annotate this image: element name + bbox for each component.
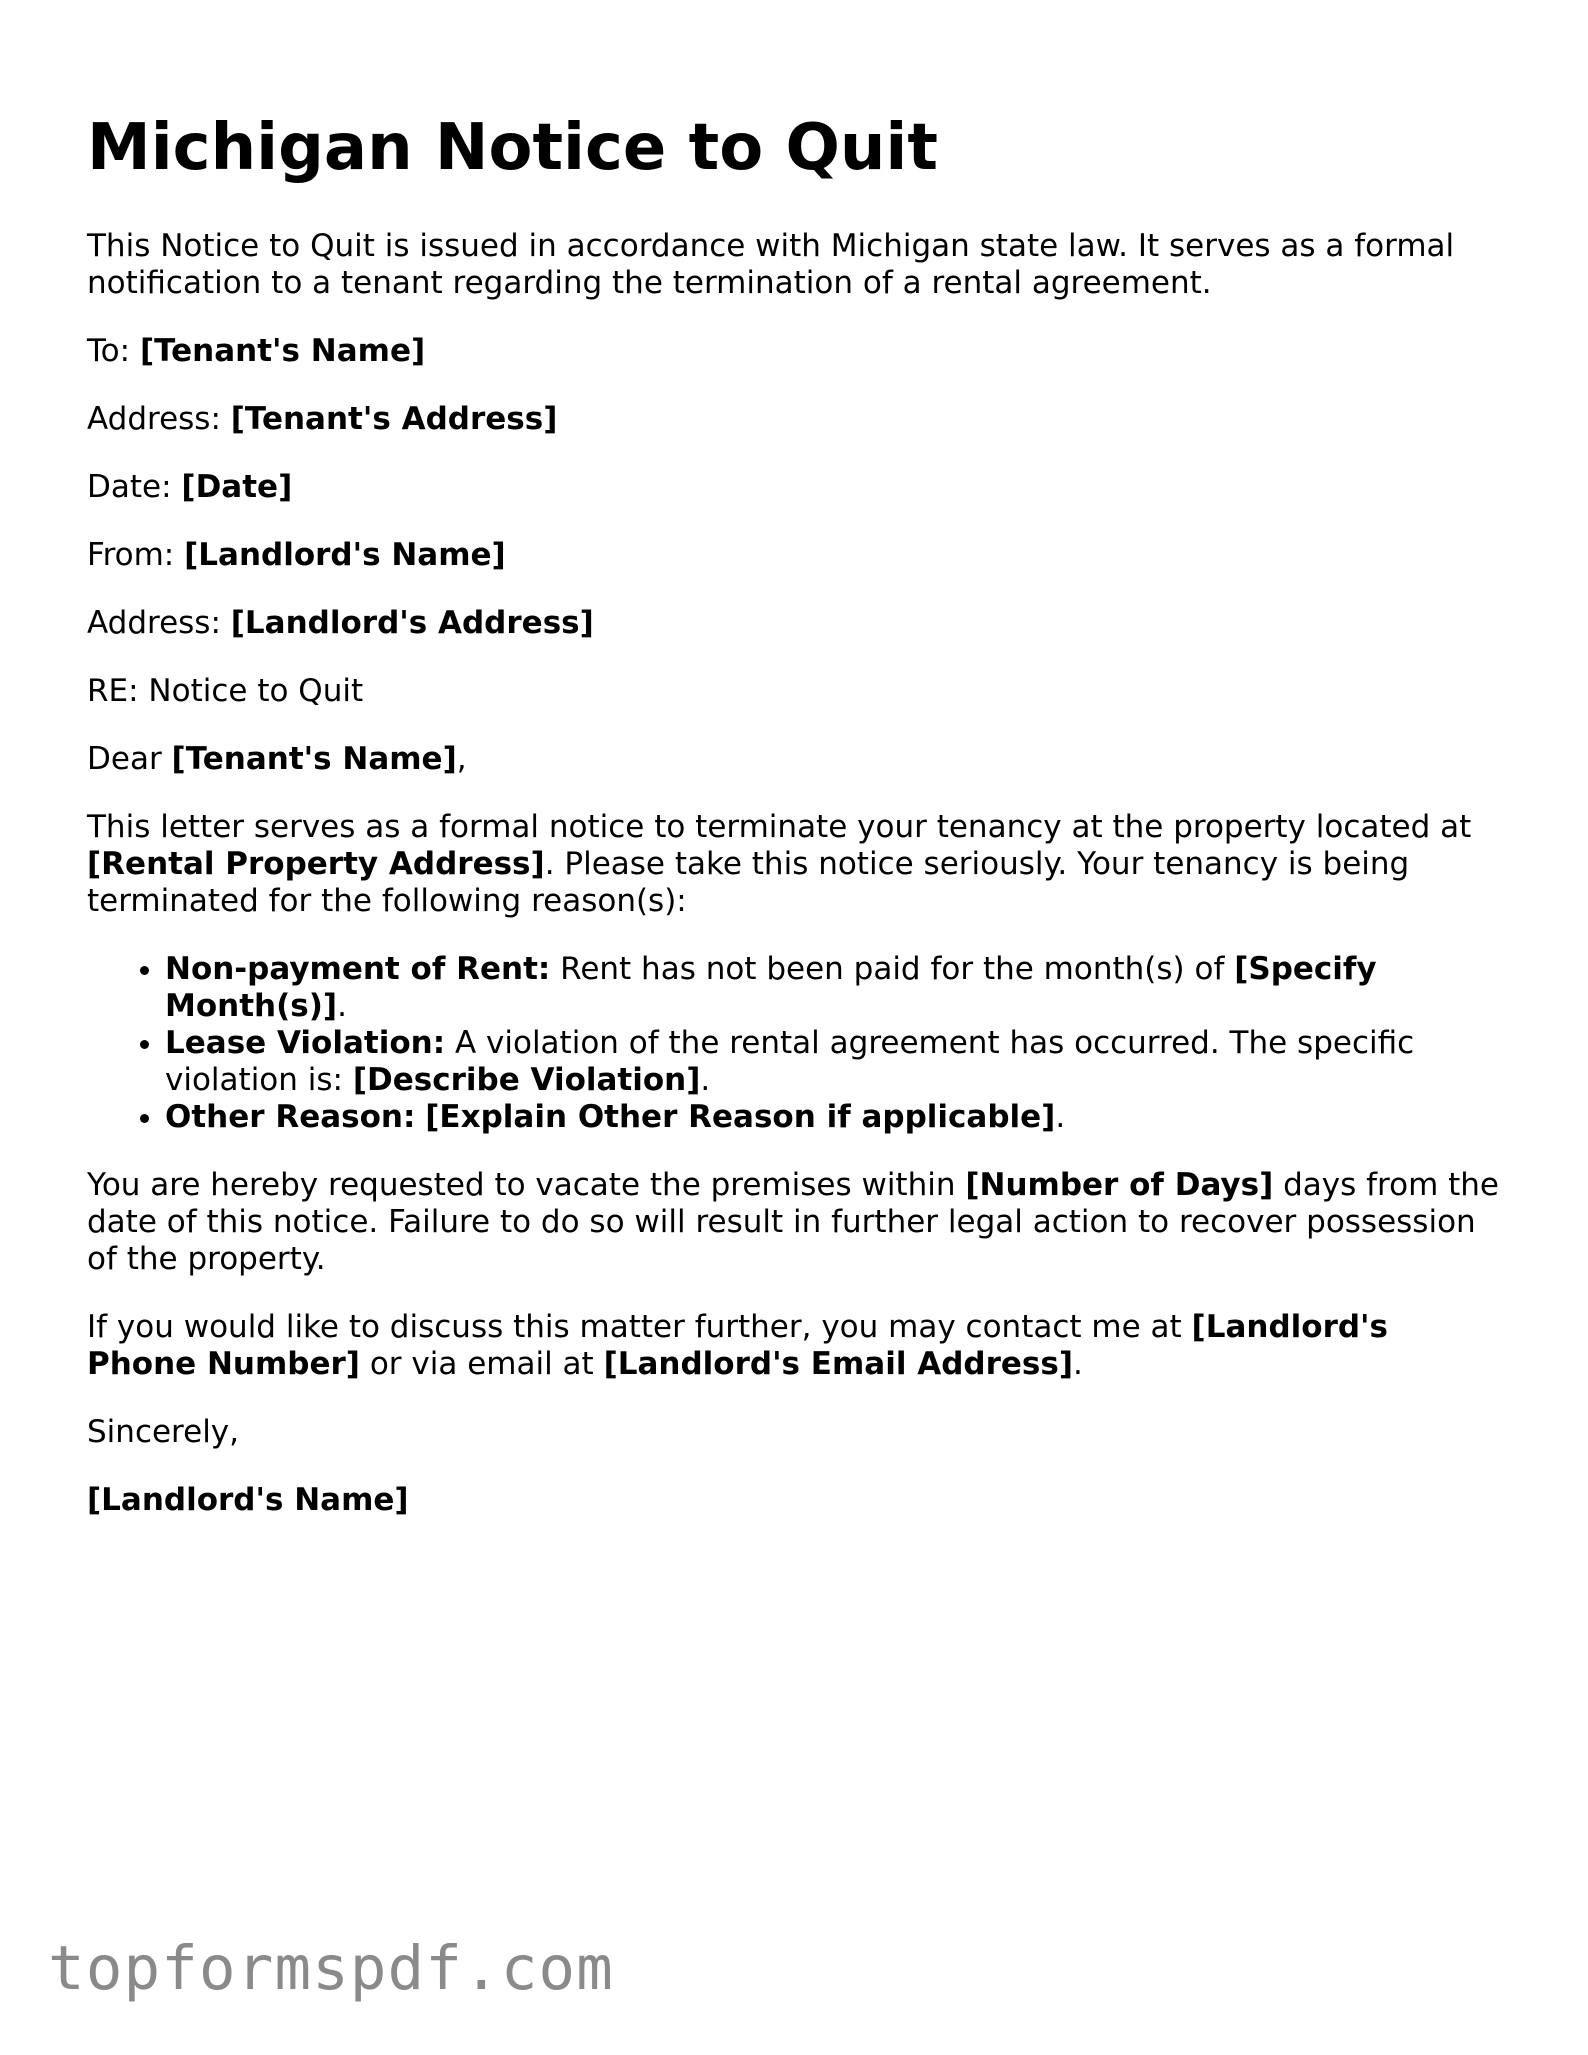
contact-paragraph xyxy=(87,1309,1507,1383)
tenant-address-placeholder: [Tenant's Address] xyxy=(230,401,558,437)
reason-label: Lease Violation: xyxy=(165,1025,446,1061)
from-label: From: xyxy=(87,537,175,573)
termination-text-a: This letter serves as a formal notice to terminate your tenancy at the property located at xyxy=(87,809,1472,845)
to-line xyxy=(87,333,1507,370)
reason-label: Non-payment of Rent: xyxy=(165,951,551,987)
landlord-name-placeholder: [Landlord's Name] xyxy=(184,537,506,573)
salutation-suffix: , xyxy=(456,741,467,777)
salutation-name: [Tenant's Name] xyxy=(171,741,457,777)
reason-end: . xyxy=(337,988,347,1024)
number-of-days-placeholder: [Number of Days] xyxy=(965,1167,1274,1203)
contact-text-b: or via email at xyxy=(369,1346,594,1382)
date-line xyxy=(87,469,1507,506)
to-label: To: xyxy=(87,333,131,369)
document-page xyxy=(87,106,1507,1550)
signature-name: [Landlord's Name] xyxy=(87,1482,409,1518)
contact-end: . xyxy=(1073,1346,1083,1382)
landlord-address-line xyxy=(87,605,1507,642)
reason-placeholder: [Explain Other Reason if applicable] xyxy=(425,1099,1056,1135)
intro-paragraph: This Notice to Quit is issued in accordance with Michigan state law. It serves as a formal notification to a tenant regarding the termination of a rental agreement. xyxy=(87,228,1455,301)
tenant-name-placeholder: [Tenant's Name] xyxy=(139,333,426,369)
signature xyxy=(87,1482,1507,1519)
watermark: topformspdf.com xyxy=(48,1933,614,2004)
salutation-prefix: Dear xyxy=(87,741,162,777)
tenant-address-line xyxy=(87,401,1507,438)
document-title: Michigan Notice to Quit xyxy=(87,111,938,185)
list-item xyxy=(165,951,1507,1025)
reason-end: . xyxy=(1055,1099,1066,1135)
reason-placeholder: [Describe Violation] xyxy=(352,1062,701,1098)
vacate-paragraph xyxy=(87,1167,1507,1278)
reason-label: Other Reason: xyxy=(165,1099,416,1135)
closing: Sincerely, xyxy=(87,1414,240,1450)
termination-paragraph xyxy=(87,809,1507,920)
landlord-email-placeholder: [Landlord's Email Address] xyxy=(603,1346,1073,1382)
salutation xyxy=(87,741,1507,778)
vacate-text-b: days from the date of this notice. Failure to do so will result in further legal action to recover possession of the property. xyxy=(87,1167,1500,1277)
reason-end: . xyxy=(700,1062,711,1098)
list-item xyxy=(165,1025,1507,1099)
re-line: RE: Notice to Quit xyxy=(87,673,364,709)
reason-text: Rent has not been paid for the month(s) of xyxy=(560,951,1225,987)
date-label: Date: xyxy=(87,469,172,505)
rental-property-placeholder: [Rental Property Address] xyxy=(87,846,545,882)
landlord-address-placeholder: [Landlord's Address] xyxy=(230,605,594,641)
reasons-list xyxy=(87,951,1507,1136)
reason-text: A violation of the rental agreement has occurred. The specific violation is: xyxy=(165,1025,1415,1098)
reason-placeholder: [Specify Month(s)] xyxy=(165,951,1377,1024)
vacate-text-a: You are hereby requested to vacate the premises within xyxy=(87,1167,956,1203)
landlord-address-label: Address: xyxy=(87,605,221,641)
contact-text-a: If you would like to discuss this matter further, you may contact me at xyxy=(87,1309,1182,1345)
address-label: Address: xyxy=(87,401,221,437)
from-line xyxy=(87,537,1507,574)
date-placeholder: [Date] xyxy=(181,469,293,505)
landlord-phone-placeholder: [Landlord's Phone Number] xyxy=(87,1309,1388,1382)
list-item xyxy=(165,1099,1507,1136)
termination-text-b: . Please take this notice seriously. Your tenancy is being terminated for the following reason(s): xyxy=(87,846,1410,919)
